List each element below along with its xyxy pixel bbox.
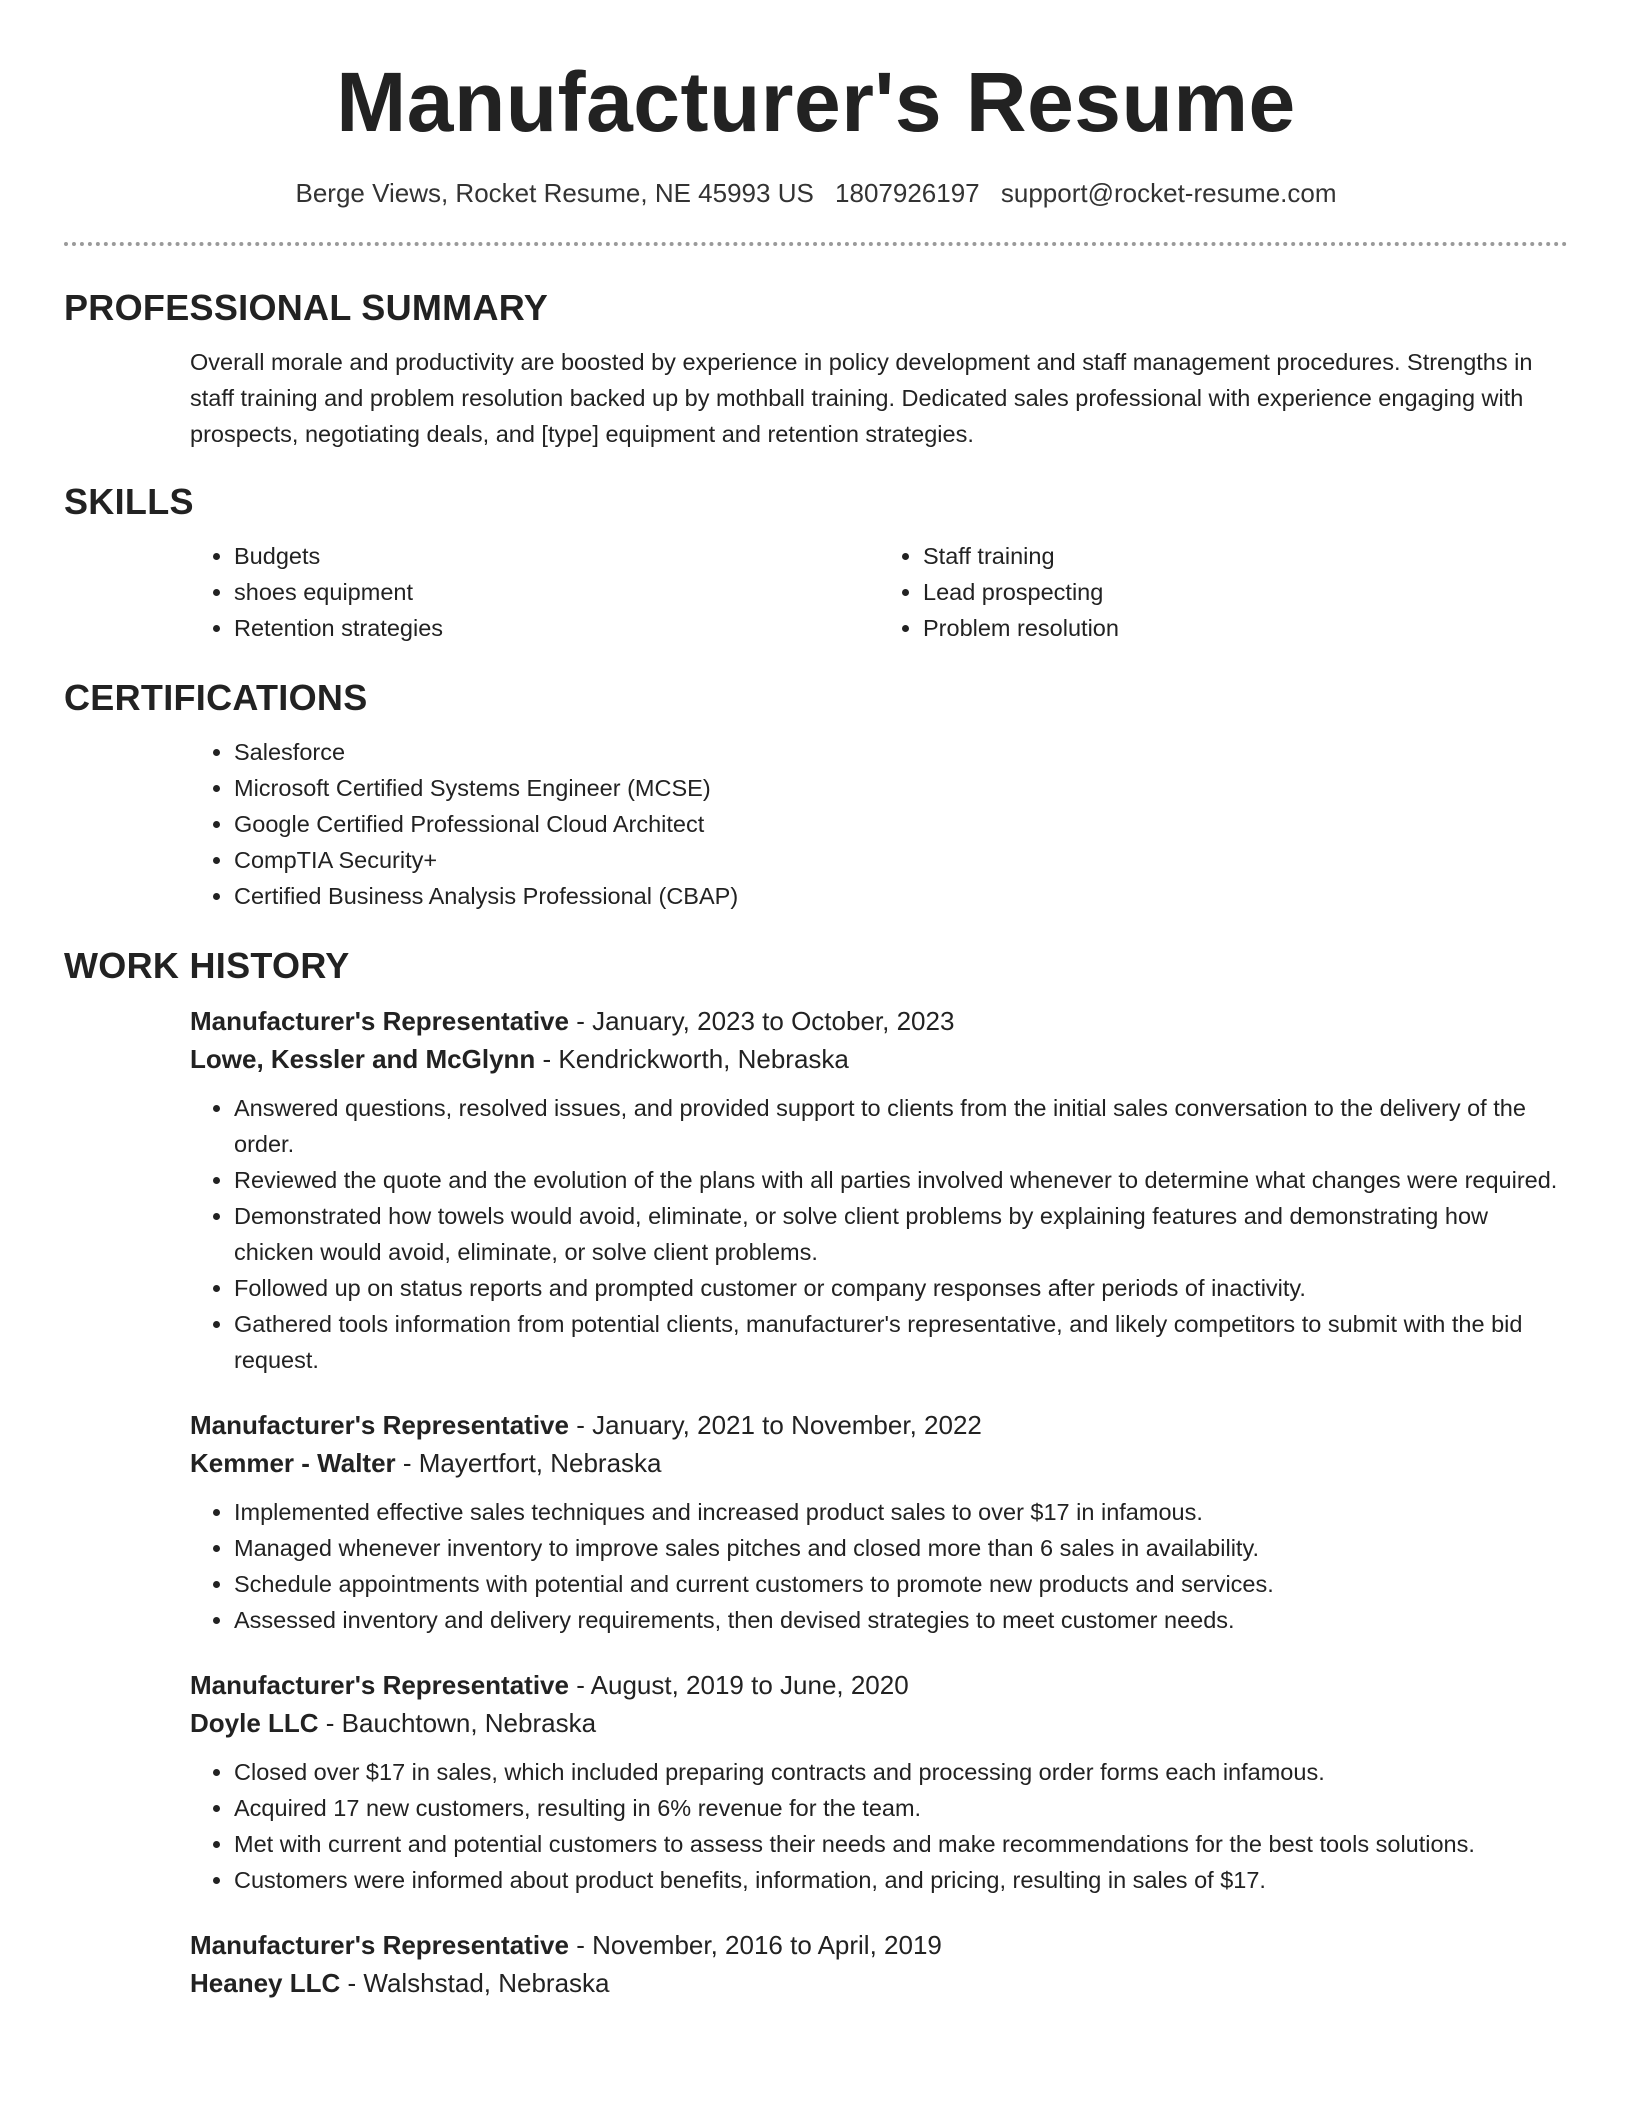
job-location: - Mayertfort, Nebraska	[395, 1448, 662, 1478]
job-entry	[190, 1406, 1568, 1638]
job-company-line	[190, 1040, 1568, 1078]
list-item: • Lead prospecting	[923, 574, 1568, 610]
job-title-line	[190, 1002, 1568, 1040]
summary-body	[64, 344, 1568, 452]
job-dates: - January, 2023 to October, 2023	[568, 1006, 955, 1036]
job-location: - Kendrickworth, Nebraska	[535, 1044, 849, 1074]
job-entry	[190, 1002, 1568, 1378]
job-role: Manufacturer's Representative	[190, 1930, 569, 1960]
skills-body	[64, 538, 1568, 646]
list-item: • Demonstrated how towels would avoid, eliminate, or solve client problems by explaining features and demonstrating how chicken would avoid, eliminate, or solve client problems.	[234, 1198, 1568, 1270]
job-role: Manufacturer's Representative	[190, 1006, 569, 1036]
list-item: • Microsoft Certified Systems Engineer (MCSE)	[234, 770, 1568, 806]
job-company-line	[190, 1964, 1568, 2002]
list-item: • Answered questions, resolved issues, and provided support to clients from the initial sales conversation to the delivery of the order.	[234, 1090, 1568, 1162]
job-company: Kemmer - Walter	[190, 1448, 396, 1478]
list-item: • Gathered tools information from potential clients, manufacturer's representative, and likely competitors to submit with the bid request.	[234, 1306, 1568, 1378]
job-dates: - August, 2019 to June, 2020	[568, 1670, 909, 1700]
contact-email: support@rocket-resume.com	[1000, 178, 1337, 208]
list-item: • shoes equipment	[234, 574, 879, 610]
list-item: • Schedule appointments with potential and current customers to promote new products and services.	[234, 1566, 1568, 1602]
resume-header	[64, 0, 1568, 210]
job-title-line	[190, 1666, 1568, 1704]
list-item: • Staff training	[923, 538, 1568, 574]
header-divider	[64, 242, 1568, 246]
job-company: Doyle LLC	[190, 1708, 319, 1738]
job-company-line	[190, 1444, 1568, 1482]
work-history-body	[64, 1002, 1568, 2002]
certifications-section	[64, 676, 1568, 914]
skills-heading: SKILLS	[64, 481, 194, 522]
list-item: • CompTIA Security+	[234, 842, 1568, 878]
summary-text: Overall morale and productivity are boosted by experience in policy development and staff management procedures. Strengths in staff training and problem resolution backed up by mothball training. Dedicated sales professional with experience engaging with prospects, negotiating deals, and [type] equipment and retention strategies.	[190, 349, 1533, 447]
job-dates: - January, 2021 to November, 2022	[568, 1410, 982, 1440]
job-entry	[190, 1666, 1568, 1898]
job-bullets	[190, 1754, 1568, 1898]
job-bullets	[190, 1090, 1568, 1378]
list-item: • Reviewed the quote and the evolution of the plans with all parties involved whenever to determine what changes were required.	[234, 1162, 1568, 1198]
job-dates: - November, 2016 to April, 2019	[568, 1930, 942, 1960]
contact-line	[64, 176, 1568, 210]
work-history-section	[64, 944, 1568, 2002]
list-item: • Acquired 17 new customers, resulting in 6% revenue for the team.	[234, 1790, 1568, 1826]
skills-list-left	[190, 538, 879, 646]
certifications-list	[190, 734, 1568, 914]
job-entry	[190, 1926, 1568, 2002]
job-role: Manufacturer's Representative	[190, 1410, 569, 1440]
list-item: • Managed whenever inventory to improve sales pitches and closed more than 6 sales in availability.	[234, 1530, 1568, 1566]
summary-heading: PROFESSIONAL SUMMARY	[64, 287, 549, 328]
job-title-line	[190, 1926, 1568, 1964]
job-location: - Walshstad, Nebraska	[340, 1968, 610, 1998]
list-item: • Closed over $17 in sales, which included preparing contracts and processing order forms each infamous.	[234, 1754, 1568, 1790]
list-item: • Certified Business Analysis Professional (CBAP)	[234, 878, 1568, 914]
job-bullets	[190, 1494, 1568, 1638]
list-item: • Implemented effective sales techniques and increased product sales to over $17 in infamous.	[234, 1494, 1568, 1530]
job-company: Lowe, Kessler and McGlynn	[190, 1044, 536, 1074]
list-item: • Retention strategies	[234, 610, 879, 646]
certifications-body	[64, 734, 1568, 914]
summary-section	[64, 286, 1568, 452]
job-location: - Bauchtown, Nebraska	[318, 1708, 597, 1738]
certifications-heading: CERTIFICATIONS	[64, 677, 368, 718]
job-company: Heaney LLC	[190, 1968, 341, 1998]
contact-address: Berge Views, Rocket Resume, NE 45993 US	[295, 178, 814, 208]
job-company-line	[190, 1704, 1568, 1742]
list-item: • Customers were informed about product benefits, information, and pricing, resulting in sales of $17.	[234, 1862, 1568, 1898]
list-item: • Salesforce	[234, 734, 1568, 770]
list-item: • Google Certified Professional Cloud Architect	[234, 806, 1568, 842]
list-item: • Followed up on status reports and prompted customer or company responses after periods of inactivity.	[234, 1270, 1568, 1306]
list-item: • Assessed inventory and delivery requirements, then devised strategies to meet customer needs.	[234, 1602, 1568, 1638]
list-item: • Problem resolution	[923, 610, 1568, 646]
skills-grid	[190, 538, 1568, 646]
work-history-heading: WORK HISTORY	[64, 945, 350, 986]
job-role: Manufacturer's Representative	[190, 1670, 569, 1700]
contact-phone: 1807926197	[835, 178, 980, 208]
skills-list-right	[879, 538, 1568, 646]
resume-title: Manufacturer's Resume	[336, 55, 1296, 149]
skills-section	[64, 480, 1568, 646]
list-item: • Met with current and potential customers to assess their needs and make recommendations for the best tools solutions.	[234, 1826, 1568, 1862]
list-item: • Budgets	[234, 538, 879, 574]
job-title-line	[190, 1406, 1568, 1444]
